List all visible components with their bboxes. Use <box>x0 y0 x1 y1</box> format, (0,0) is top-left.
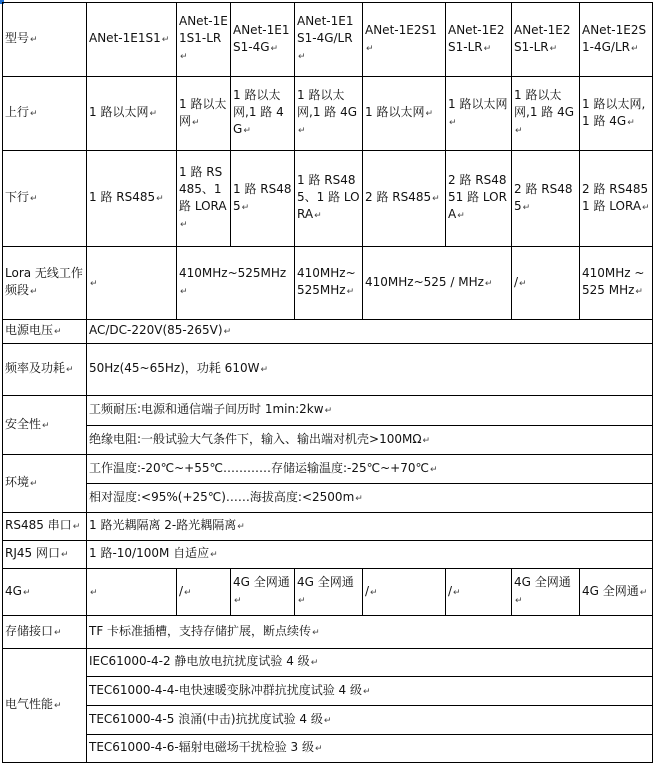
uplink-cell-6: 1 路以太网 ↵ <box>446 77 512 151</box>
rj45-value: 1 路-10/100M 自适应 ↵ <box>87 541 653 569</box>
model-cell-3: ANet-1E1S1-4G ↵ <box>231 3 295 77</box>
downlink-label: 下行 ↵ <box>3 151 87 247</box>
model-cell-6: ANet-1E2S1-LR ↵ <box>446 3 512 77</box>
electrical-row-4 <box>3 735 653 763</box>
model-cell-5: ANet-1E2S1 ↵ <box>363 3 446 77</box>
electrical-line-1: IEC61000-4-2 静电放电抗扰度试验 4 级 ↵ <box>87 649 653 677</box>
environment-label: 环境 ↵ <box>3 455 87 513</box>
model-cell-7: ANet-1E2S1-LR ↵ <box>512 3 580 77</box>
uplink-cell-7: 1 路以太网,1 路 4G ↵ <box>512 77 580 151</box>
electrical-row-3 <box>3 706 653 735</box>
downlink-cell-8: 2 路 RS4851 路 LORA ↵ <box>580 151 653 247</box>
uplink-cell-8: 1 路以太网,1 路 4G ↵ <box>580 77 653 151</box>
lora-cell-4: 410MHz~525MHz ↵ <box>295 247 363 320</box>
uplink-cell-2: 1 路以太网 ↵ <box>177 77 231 151</box>
g4-cell-3: 4G 全网通 ↵ <box>231 569 295 616</box>
freq-power-value: 50Hz(45~65Hz)，功耗 610W ↵ <box>87 344 653 396</box>
electrical-row-2 <box>3 677 653 706</box>
safety-row-2 <box>3 426 653 455</box>
downlink-cell-3: 1 路 RS485 ↵ <box>231 151 295 247</box>
rs485-label: RS485 串口 ↵ <box>3 513 87 541</box>
g4-cell-8: 4G 全网通 ↵ <box>580 569 653 616</box>
storage-label: 存储接口 ↵ <box>3 616 87 649</box>
lora-label: Lora 无线工作频段 ↵ <box>3 247 87 320</box>
model-cell-8: ANet-1E2S1-4G/LR ↵ <box>580 3 653 77</box>
uplink-cell-1: 1 路以太网 ↵ <box>87 77 177 151</box>
uplink-row <box>3 77 653 151</box>
model-cell-4: ANet-1E1S1-4G/LR ↵ <box>295 3 363 77</box>
downlink-cell-2: 1 路 RS485、1 路 LORA ↵ <box>177 151 231 247</box>
power-voltage-value: AC/DC-220V(85-265V) ↵ <box>87 320 653 344</box>
freq-power-row <box>3 344 653 396</box>
downlink-cell-4: 1 路 RS485、1 路 LORA ↵ <box>295 151 363 247</box>
electrical-row-1 <box>3 649 653 677</box>
safety-line-1: 工频耐压:电源和通信端子间历时 1min:2kw ↵ <box>87 396 653 426</box>
lora-cell-7: / ↵ <box>512 247 580 320</box>
g4-row <box>3 569 653 616</box>
g4-cell-5: / ↵ <box>363 569 446 616</box>
electrical-line-2: TEC61000-4-4-电快速暖变脉冲群抗扰度试验 4 级 ↵ <box>87 677 653 706</box>
power-voltage-label: 电源电压 ↵ <box>3 320 87 344</box>
rs485-row <box>3 513 653 541</box>
electrical-label: 电气性能 ↵ <box>3 649 87 763</box>
environment-row-2 <box>3 484 653 513</box>
storage-row <box>3 616 653 649</box>
safety-label: 安全性 ↵ <box>3 396 87 455</box>
rs485-value: 1 路光耦隔离 2-路光耦隔离 ↵ <box>87 513 653 541</box>
downlink-row <box>3 151 653 247</box>
model-row <box>3 3 653 77</box>
lora-row <box>3 247 653 320</box>
rj45-row <box>3 541 653 569</box>
g4-cell-6: / ↵ <box>446 569 512 616</box>
electrical-line-3: TEC61000-4-5 浪涌(中击)抗扰度试验 4 级 ↵ <box>87 706 653 735</box>
model-cell-1: ANet-1E1S1 ↵ <box>87 3 177 77</box>
lora-cell-2: 410MHz~525MHz ↵ <box>177 247 295 320</box>
g4-cell-2: / ↵ <box>177 569 231 616</box>
g4-cell-7: 4G 全网通 ↵ <box>512 569 580 616</box>
uplink-cell-3: 1 路以太网,1 路 4G ↵ <box>231 77 295 151</box>
lora-cell-8: 410MHz ~525 MHz ↵ <box>580 247 653 320</box>
g4-cell-1 <box>87 569 177 616</box>
spec-table <box>2 2 653 763</box>
downlink-cell-1: 1 路 RS485 ↵ <box>87 151 177 247</box>
safety-row-1 <box>3 396 653 426</box>
model-label: 型号 ↵ <box>3 3 87 77</box>
downlink-cell-7: 2 路 RS485 ↵ <box>512 151 580 247</box>
uplink-cell-4: 1 路以太网,1 路 4G ↵ <box>295 77 363 151</box>
uplink-label: 上行 ↵ <box>3 77 87 151</box>
g4-cell-4: 4G 全网通 ↵ <box>295 569 363 616</box>
environment-row-1 <box>3 455 653 484</box>
lora-cell-5: 410MHz~525 / MHz ↵ <box>363 247 512 320</box>
uplink-cell-5: 1 路以太网 ↵ <box>363 77 446 151</box>
environment-line-2: 相对湿度:<95%(+25℃)……海拔高度:<2500m ↵ <box>87 484 653 513</box>
lora-cell-1 <box>87 247 177 320</box>
model-cell-2: ANet-1E1S1-LR ↵ <box>177 3 231 77</box>
power-voltage-row <box>3 320 653 344</box>
rj45-label: RJ45 网口 ↵ <box>3 541 87 569</box>
safety-line-2: 绝缘电阻:一般试验大气条件下，输入、输出端对机壳>100MΩ ↵ <box>87 426 653 455</box>
g4-label: 4G ↵ <box>3 569 87 616</box>
downlink-cell-6: 2 路 RS4851 路 LORA ↵ <box>446 151 512 247</box>
downlink-cell-5: 2 路 RS485 ↵ <box>363 151 446 247</box>
electrical-line-4: TEC61000-4-6-辐射电磁场干扰检验 3 级 ↵ <box>87 735 653 763</box>
freq-power-label: 频率及功耗 ↵ <box>3 344 87 396</box>
storage-value: TF 卡标准插槽，支持存储扩展，断点续传 ↵ <box>87 616 653 649</box>
environment-line-1: 工作温度:-20℃~+55℃…………存储运输温度:-25℃~+70℃ ↵ <box>87 455 653 484</box>
